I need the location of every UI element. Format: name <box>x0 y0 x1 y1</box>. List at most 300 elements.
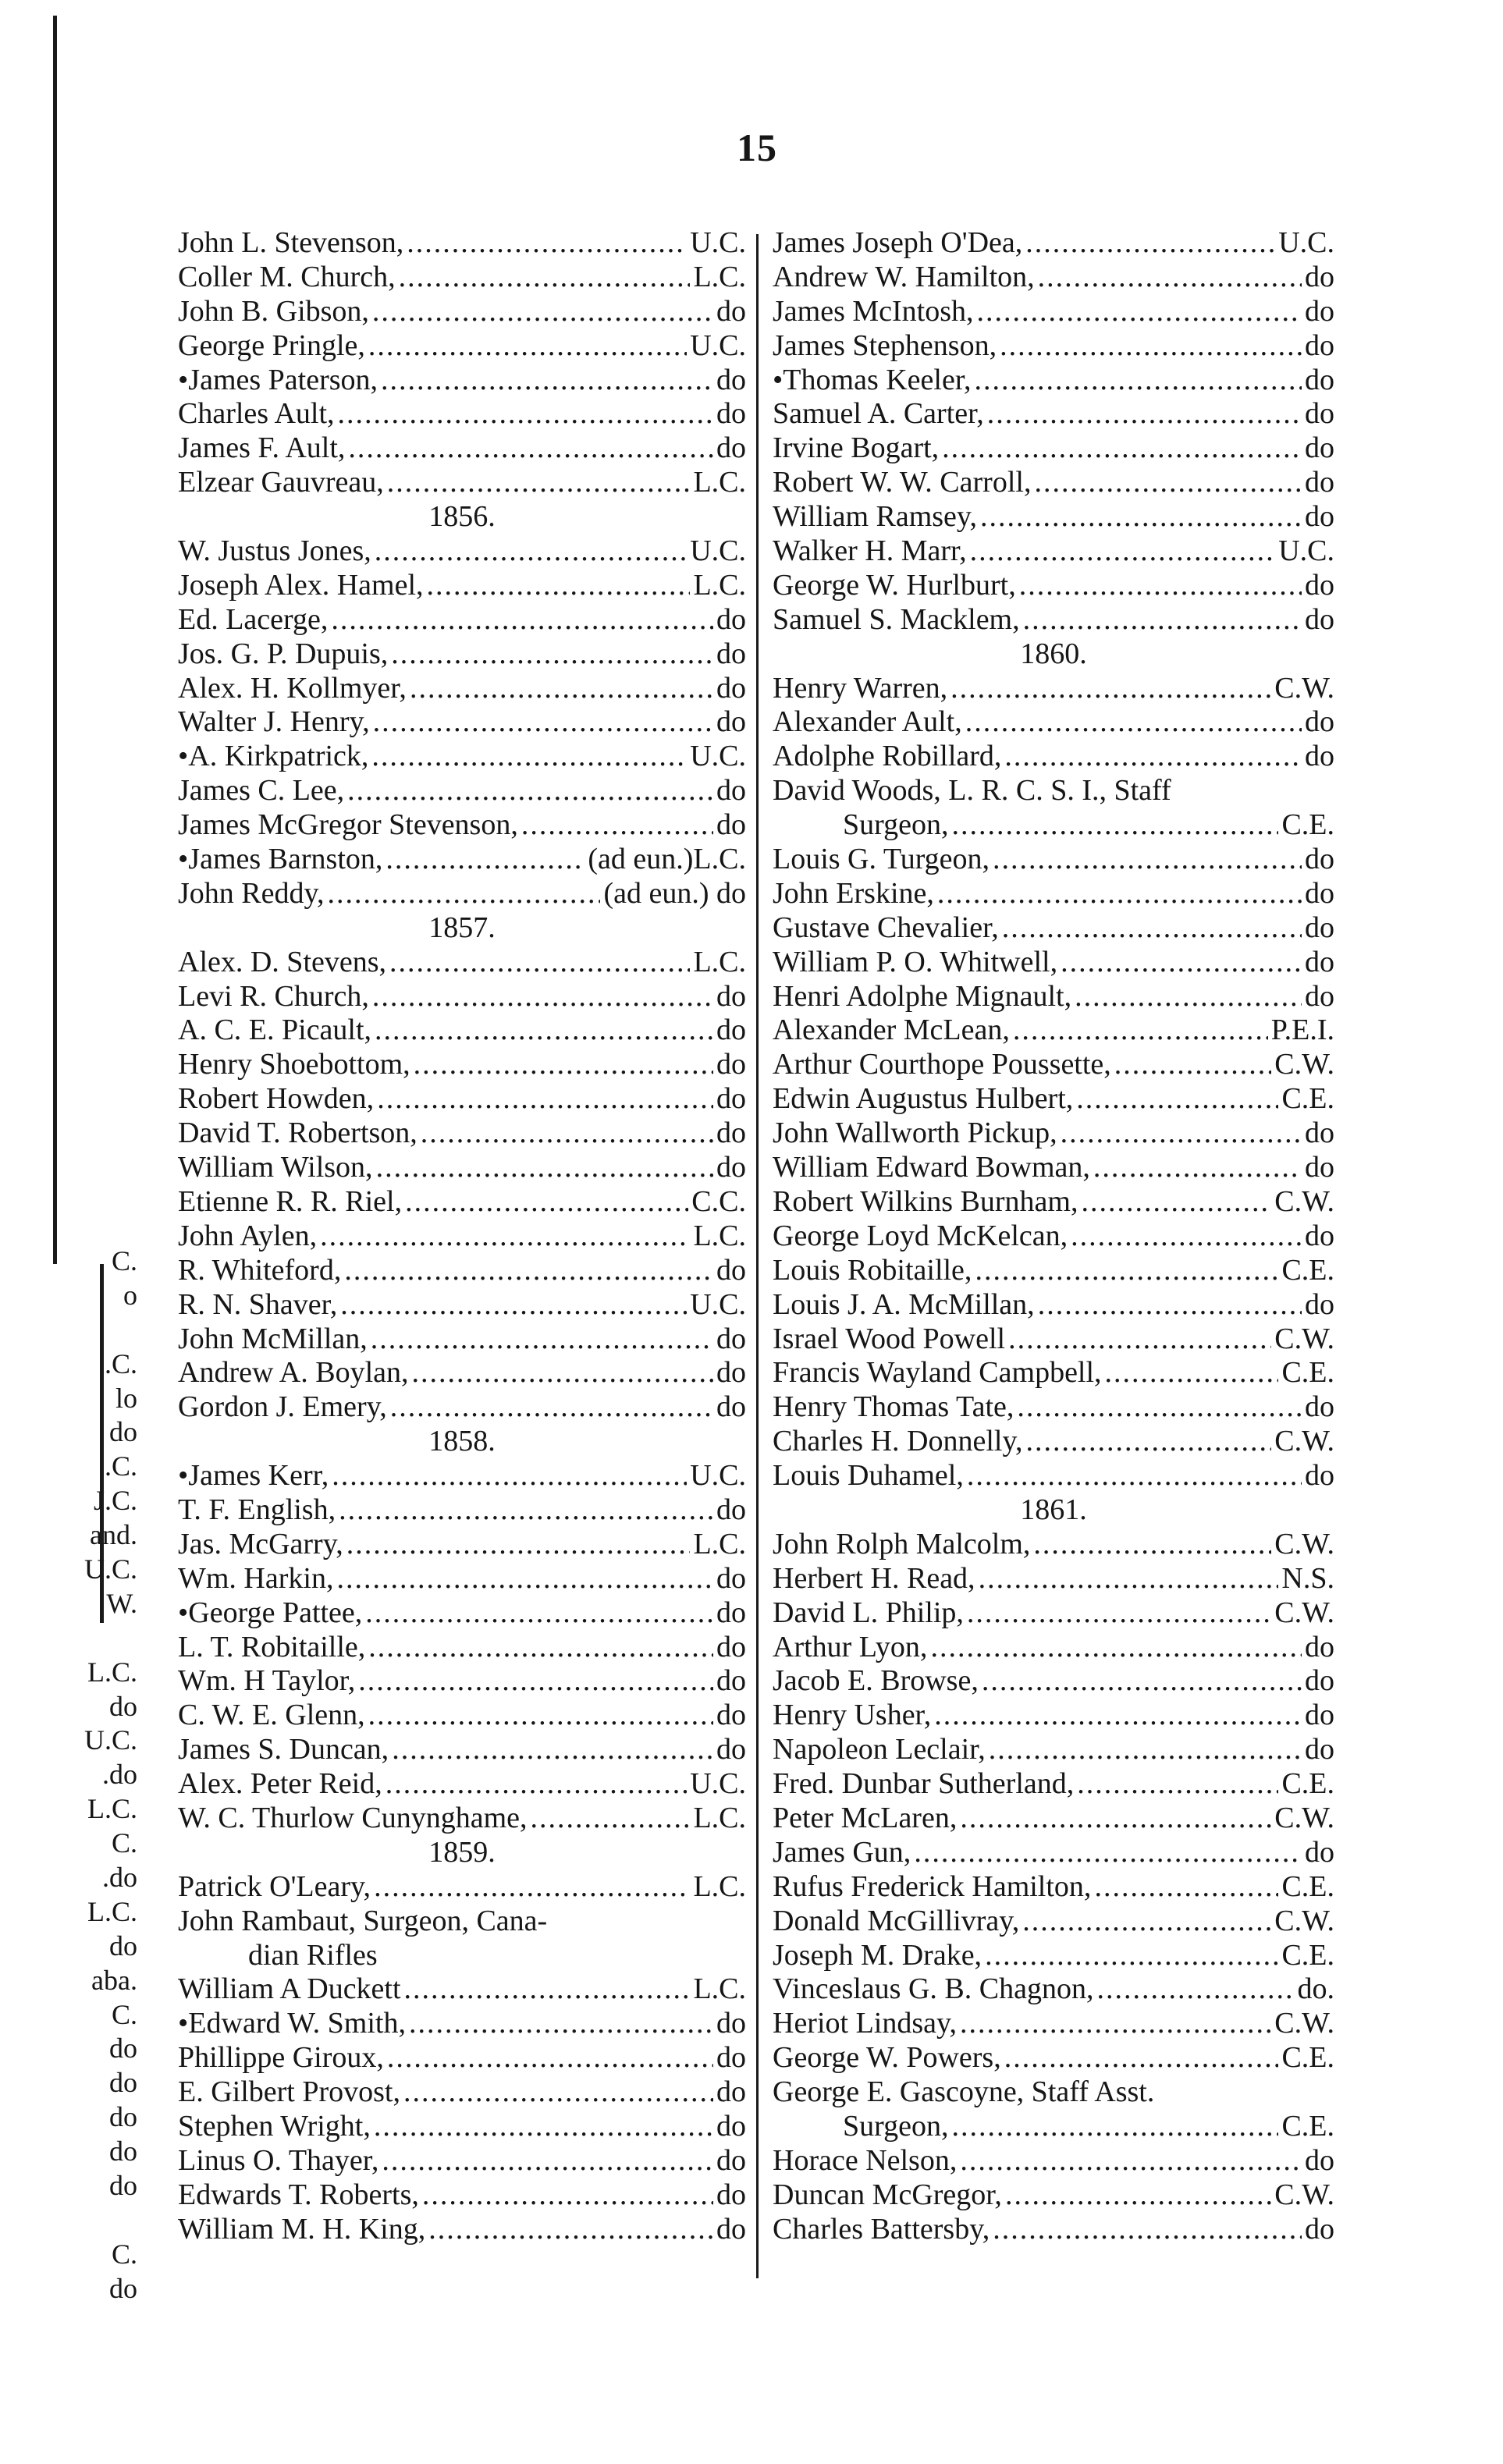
register-entry <box>178 1767 746 1802</box>
dot-leader <box>1005 2178 1271 2213</box>
dot-leader <box>1077 1767 1278 1802</box>
entry-name: dian Rifles <box>248 1938 378 1972</box>
entry-region: do <box>716 602 746 636</box>
entry-region: do <box>716 2075 746 2109</box>
register-entry <box>773 2041 1334 2075</box>
entry-name: David Woods, L. R. C. S. I., Staff <box>773 774 1171 808</box>
register-entry <box>773 1425 1334 1459</box>
dot-leader <box>1013 1014 1268 1048</box>
entry-name: Linus O. Thayer, <box>178 2143 379 2177</box>
entry-region: C.E. <box>1281 1356 1334 1390</box>
entry-name: Walter J. Henry, <box>178 705 370 739</box>
dot-leader <box>348 431 713 466</box>
entry-region: do <box>1305 500 1334 534</box>
dot-leader <box>409 2007 713 2041</box>
dot-leader <box>1017 1390 1302 1425</box>
entry-region: do <box>1305 397 1334 431</box>
register-entry <box>178 1459 746 1493</box>
register-entry <box>773 1459 1334 1493</box>
entry-region: L.C. <box>693 1219 746 1252</box>
entry-name: •Edward W. Smith, <box>178 2007 406 2040</box>
entry-region: U.C. <box>1278 534 1334 568</box>
entry-name: Herbert H. Read, <box>773 1561 975 1595</box>
entry-name: Elzear Gauvreau, <box>178 466 384 499</box>
entry-name: John B. Gibson, <box>178 294 369 328</box>
margin-fragment: J.C. <box>93 1485 137 1517</box>
entry-region: do <box>1305 294 1334 328</box>
register-entry <box>773 2213 1334 2247</box>
entry-name: L. T. Robitaille, <box>178 1630 366 1663</box>
dot-leader <box>386 1767 687 1802</box>
entry-region: do <box>1305 1219 1334 1252</box>
dot-leader <box>382 2144 713 2178</box>
entry-name: Andrew W. Hamilton, <box>773 260 1035 293</box>
register-entry <box>773 1972 1334 2007</box>
entry-region: C.W. <box>1274 1801 1334 1834</box>
dot-leader <box>403 2075 713 2110</box>
margin-fragment: o <box>123 1279 137 1311</box>
register-entry <box>178 2144 746 2178</box>
dot-leader <box>965 705 1302 740</box>
entry-region: do <box>716 979 746 1013</box>
dot-leader <box>975 1254 1278 1288</box>
register-entry <box>178 1356 746 1390</box>
entry-name: T. F. English, <box>178 1493 336 1526</box>
entry-name: William M. H. King, <box>178 2212 426 2246</box>
register-entry <box>178 1117 746 1151</box>
dot-leader <box>1096 1972 1294 2007</box>
dot-leader <box>344 1254 713 1288</box>
entry-region: do <box>716 1561 746 1595</box>
dot-leader <box>427 569 691 603</box>
register-entry <box>773 295 1334 329</box>
year-heading <box>178 1836 746 1870</box>
entry-region: do <box>1305 1835 1334 1869</box>
entry-name: Robert Howden, <box>178 1082 375 1116</box>
dot-leader <box>960 1802 1271 1836</box>
dot-leader <box>970 534 1276 569</box>
dot-leader <box>340 1288 687 1323</box>
dot-leader <box>960 2144 1302 2178</box>
entry-region: do <box>1305 602 1334 636</box>
dot-leader <box>1008 1323 1271 1357</box>
register-entry <box>178 808 746 843</box>
entry-name: Louis J. A. McMillan, <box>773 1287 1035 1321</box>
dot-leader <box>336 1562 713 1596</box>
register-entry <box>178 1151 746 1185</box>
entry-name: William P. O. Whitwell, <box>773 945 1058 978</box>
register-entry <box>773 705 1334 740</box>
margin-fragment: .do <box>102 1759 137 1791</box>
entry-name: John McMillan, <box>178 1322 368 1355</box>
entry-region: L.C. <box>693 260 746 293</box>
dot-leader <box>1034 466 1302 500</box>
entry-name: John Rambaut, Surgeon, Cana- <box>178 1904 548 1937</box>
register-entry <box>773 1836 1334 1870</box>
register-entry <box>178 705 746 740</box>
entry-name: David L. Philip, <box>773 1596 964 1629</box>
entry-name: Samuel S. Macklem, <box>773 602 1020 636</box>
entry-name: George W. Hurlburt, <box>773 568 1016 602</box>
register-entry <box>178 1596 746 1631</box>
entry-region: do <box>1305 568 1334 602</box>
register-entry <box>773 2144 1334 2178</box>
entry-name: Stephen Wright, <box>178 2109 371 2143</box>
entry-name: David T. Robertson, <box>178 1117 418 1150</box>
entry-name: Wm. Harkin, <box>178 1561 334 1595</box>
entry-region: do <box>1305 2212 1334 2246</box>
entry-name: Jas. McGarry, <box>178 1527 343 1560</box>
entry-name: James McGregor Stevenson, <box>178 808 518 842</box>
entry-region: C.E. <box>1281 1082 1334 1116</box>
entry-region: do <box>1305 1287 1334 1321</box>
entry-name: •James Kerr, <box>178 1459 329 1493</box>
entry-region: do <box>1305 1151 1334 1184</box>
register-entry <box>773 774 1334 808</box>
margin-fragment: do <box>109 1690 137 1722</box>
entry-region: do <box>716 363 746 396</box>
entry-name: •A. Kirkpatrick, <box>178 740 369 773</box>
dot-leader <box>989 1733 1302 1767</box>
register-entry <box>773 226 1334 261</box>
register-entry <box>773 946 1334 980</box>
dot-leader <box>993 843 1302 877</box>
entry-region: do <box>1305 260 1334 293</box>
entry-name: James S. Duncan, <box>178 1733 389 1766</box>
register-entry <box>178 226 746 261</box>
entry-name: Duncan McGregor, <box>773 2178 1002 2211</box>
margin-fragment: C. <box>111 1827 137 1859</box>
entry-region: do <box>1305 1630 1334 1663</box>
entry-region: L.C. <box>693 945 746 978</box>
margin-fragment: C. <box>111 1998 137 2030</box>
margin-fragment: W. <box>106 1587 137 1619</box>
register-entry <box>773 1631 1334 1665</box>
margin-fragment: do <box>109 2136 137 2168</box>
entry-region: L.C. <box>693 1527 746 1560</box>
entry-region: N.S. <box>1281 1561 1334 1595</box>
entry-region: C.W. <box>1274 2007 1334 2040</box>
entry-region: do <box>1305 1699 1334 1732</box>
entry-region: U.C. <box>690 1767 746 1801</box>
entry-region: (ad eun.) do <box>603 876 746 910</box>
entry-name: Peter McLaren, <box>773 1801 958 1834</box>
binding-edge-rule <box>53 16 57 1264</box>
entry-region: C.W. <box>1274 1322 1334 1355</box>
dot-leader <box>1038 261 1302 295</box>
entry-name: Wm. H Taylor, <box>178 1664 356 1698</box>
entry-name: Irvine Bogart, <box>773 431 940 465</box>
dot-leader <box>1093 1151 1302 1185</box>
entry-name: Louis Duhamel, <box>773 1459 964 1493</box>
register-entry <box>773 1220 1334 1254</box>
register-entry <box>773 329 1334 364</box>
dot-leader <box>404 1972 691 2007</box>
dot-leader <box>377 1082 713 1117</box>
margin-fragment: do <box>109 2101 137 2133</box>
entry-name: Heriot Lindsay, <box>773 2007 958 2040</box>
year-heading <box>773 637 1334 672</box>
margin-fragment: do <box>109 2067 137 2099</box>
entry-region: L.C. <box>693 466 746 499</box>
entry-name: Alexander Ault, <box>773 705 962 739</box>
register-entry <box>773 980 1334 1014</box>
entry-name: •James Paterson, <box>178 363 378 396</box>
register-entry <box>773 1390 1334 1425</box>
register-entry <box>178 672 746 706</box>
dot-leader <box>407 226 687 261</box>
entry-region: do <box>716 431 746 465</box>
register-entry <box>773 1323 1334 1357</box>
dot-leader <box>1075 980 1302 1014</box>
entry-name: John Wallworth Pickup, <box>773 1117 1057 1150</box>
dot-leader <box>376 1151 713 1185</box>
dot-leader <box>521 808 713 843</box>
entry-name: •James Barnston, <box>178 843 383 876</box>
register-entry <box>178 1802 746 1836</box>
dot-leader <box>368 1699 713 1733</box>
dot-leader <box>1094 1870 1278 1905</box>
entry-name: George E. Gascoyne, Staff Asst. <box>773 2075 1155 2109</box>
dot-leader <box>1038 1288 1302 1323</box>
entry-region: do <box>716 808 746 842</box>
entry-name: William A Duckett <box>178 1972 401 2006</box>
entry-region: do <box>716 1699 746 1732</box>
register-entry <box>178 466 746 500</box>
entry-region: C.W. <box>1274 1527 1334 1560</box>
dot-leader <box>951 2110 1278 2144</box>
dot-leader <box>389 946 690 980</box>
dot-leader <box>1019 569 1302 603</box>
register-entry <box>773 397 1334 431</box>
entry-name: W. C. Thurlow Cunynghame, <box>178 1801 528 1834</box>
entry-name: Fred. Dunbar Sutherland, <box>773 1767 1075 1801</box>
entry-name: Jacob E. Browse, <box>773 1664 979 1698</box>
dot-leader <box>985 1939 1278 1973</box>
dot-leader <box>368 329 687 364</box>
entry-region: C.E. <box>1281 1767 1334 1801</box>
dot-leader <box>1025 1425 1271 1459</box>
margin-fragment: aba. <box>91 1964 137 1996</box>
dot-leader <box>1023 603 1302 637</box>
register-entry <box>773 911 1334 946</box>
dot-leader <box>960 2007 1271 2041</box>
entry-name: R. N. Shaver, <box>178 1287 338 1321</box>
column-divider <box>756 234 759 2278</box>
entry-region: do <box>1305 705 1334 739</box>
dot-leader <box>373 705 713 740</box>
entry-name: Arthur Courthope Poussette, <box>773 1048 1111 1081</box>
margin-fragment: C. <box>111 2238 137 2270</box>
entry-name: Joseph M. Drake, <box>773 1938 982 1972</box>
register-entry <box>178 397 746 431</box>
entry-name: Henry Warren, <box>773 671 948 705</box>
register-entry <box>773 843 1334 877</box>
entry-name: Coller M. Church, <box>178 260 396 293</box>
dot-leader <box>1081 1185 1271 1220</box>
entry-region: C.E. <box>1281 1869 1334 1903</box>
dot-leader <box>374 2110 713 2144</box>
dot-leader <box>914 1836 1302 1870</box>
dot-leader <box>1004 2041 1279 2075</box>
register-entry <box>178 1185 746 1220</box>
margin-fragment: do <box>109 2170 137 2202</box>
entry-name: Gordon J. Emery, <box>178 1390 387 1424</box>
dot-leader <box>399 261 691 295</box>
dot-leader <box>347 774 713 808</box>
register-entry <box>178 431 746 466</box>
entry-region: do <box>1305 843 1334 876</box>
entry-region: do <box>716 1322 746 1355</box>
register-entry <box>773 1117 1334 1151</box>
entry-name: Adolphe Robillard, <box>773 740 1002 773</box>
entry-region: do <box>716 1733 746 1766</box>
register-entry <box>178 1082 746 1117</box>
entry-name: Surgeon, <box>843 808 949 842</box>
register-entry <box>178 603 746 637</box>
entry-region: C.W. <box>1274 1184 1334 1218</box>
register-entry <box>178 329 746 364</box>
entry-region: do <box>1305 740 1334 773</box>
register-entry <box>773 1699 1334 1733</box>
dot-leader <box>422 2178 713 2213</box>
dot-leader <box>371 1323 713 1357</box>
dot-leader <box>372 980 713 1014</box>
dot-leader <box>980 500 1302 534</box>
entry-region: do <box>1305 1733 1334 1766</box>
entry-name: Robert W. W. Carroll, <box>773 466 1032 499</box>
dot-leader <box>390 1390 713 1425</box>
dot-leader <box>1004 740 1302 774</box>
dot-leader <box>421 1117 713 1151</box>
register-entry <box>178 1048 746 1082</box>
entry-name: Israel Wood Powell <box>773 1322 1006 1355</box>
register-entry <box>178 1220 746 1254</box>
entry-region: do <box>716 2212 746 2246</box>
entry-region: do <box>716 637 746 670</box>
entry-region: do <box>716 705 746 739</box>
entry-region: do <box>716 1493 746 1526</box>
dot-leader <box>993 2213 1302 2247</box>
dot-leader <box>414 1048 713 1082</box>
year-label: 1857. <box>428 911 496 944</box>
register-entry <box>178 877 746 911</box>
entry-region: do <box>1305 876 1334 910</box>
register-entry <box>773 431 1334 466</box>
dot-leader <box>412 1356 713 1390</box>
entry-name: Rufus Frederick Hamilton, <box>773 1869 1092 1903</box>
entry-region: C.W. <box>1274 1425 1334 1458</box>
entry-name: W. Justus Jones, <box>178 534 371 568</box>
register-entry <box>178 774 746 808</box>
dot-leader <box>987 397 1302 431</box>
entry-region: C.W. <box>1274 671 1334 705</box>
register-entry <box>773 1528 1334 1562</box>
register-entry <box>178 2178 746 2213</box>
margin-fragment: do <box>109 2272 137 2304</box>
dot-leader <box>937 877 1302 911</box>
dot-leader <box>387 2041 713 2075</box>
register-entry <box>773 1082 1334 1117</box>
dot-leader <box>951 808 1278 843</box>
register-entry <box>773 1151 1334 1185</box>
entry-name: John Reddy, <box>178 876 325 910</box>
register-entry <box>178 1528 746 1562</box>
dot-leader <box>982 1664 1302 1699</box>
margin-fragment <box>31 1621 148 1656</box>
margin-fragment: U.C. <box>84 1724 137 1756</box>
year-label: 1856. <box>428 500 496 534</box>
entry-region: do <box>1305 911 1334 944</box>
entry-name: Donald McGillivray, <box>773 1904 1020 1937</box>
dot-leader <box>358 1664 713 1699</box>
dot-leader <box>930 1631 1302 1665</box>
entry-region: U.C. <box>690 740 746 773</box>
entry-region: do <box>716 2007 746 2040</box>
entry-region: C.E. <box>1281 808 1334 842</box>
register-entry <box>773 1664 1334 1699</box>
register-entry <box>178 1014 746 1048</box>
margin-fragments <box>31 1244 148 2306</box>
dot-leader <box>375 534 687 569</box>
entry-name: James F. Ault, <box>178 431 346 465</box>
entry-name: John Rolph Malcolm, <box>773 1527 1031 1560</box>
entry-name: James McIntosh, <box>773 294 974 328</box>
year-heading <box>178 1425 746 1459</box>
dot-leader <box>1000 329 1302 364</box>
register-entry <box>773 569 1334 603</box>
dot-leader <box>339 1493 713 1528</box>
entry-region: do <box>716 1356 746 1390</box>
margin-fragment: L.C. <box>87 1895 137 1927</box>
register-entry <box>178 364 746 398</box>
entry-name: Henry Thomas Tate, <box>773 1390 1014 1424</box>
entry-region: do <box>716 397 746 431</box>
entry-region: do <box>716 1014 746 1047</box>
register-entry <box>178 1664 746 1699</box>
entry-name: Joseph Alex. Hamel, <box>178 568 424 602</box>
register-entry <box>773 1254 1334 1288</box>
dot-leader <box>368 1631 713 1665</box>
dot-leader <box>967 1459 1302 1493</box>
register-entry <box>773 672 1334 706</box>
register-entry <box>178 1733 746 1767</box>
dot-leader <box>1033 1528 1271 1562</box>
register-entry <box>178 1905 746 1939</box>
entry-name: Gustave Chevalier, <box>773 911 999 944</box>
register-entry <box>178 2041 746 2075</box>
entry-name: Jos. G. P. Dupuis, <box>178 637 389 670</box>
entry-name: E. Gilbert Provost, <box>178 2075 400 2109</box>
entry-region: C.W. <box>1274 1048 1334 1081</box>
entry-region: do <box>716 1630 746 1663</box>
register-entry <box>178 2075 746 2110</box>
register-entry <box>178 1288 746 1323</box>
entry-name: Levi R. Church, <box>178 979 369 1013</box>
year-heading <box>178 911 746 946</box>
dot-leader <box>374 1870 690 1905</box>
entry-name: Vinceslaus G. B. Chagnon, <box>773 1972 1094 2006</box>
register-entry <box>178 1562 746 1596</box>
entry-region: C.W. <box>1274 2178 1334 2211</box>
dot-leader <box>1002 911 1302 946</box>
entry-name: Alex. H. Kollmyer, <box>178 671 407 705</box>
entry-region: do. <box>1297 1972 1334 2006</box>
dot-leader <box>371 740 687 774</box>
entry-name: Phillippe Giroux, <box>178 2041 384 2075</box>
year-heading <box>773 1493 1334 1528</box>
margin-fragment: do <box>109 1416 137 1448</box>
